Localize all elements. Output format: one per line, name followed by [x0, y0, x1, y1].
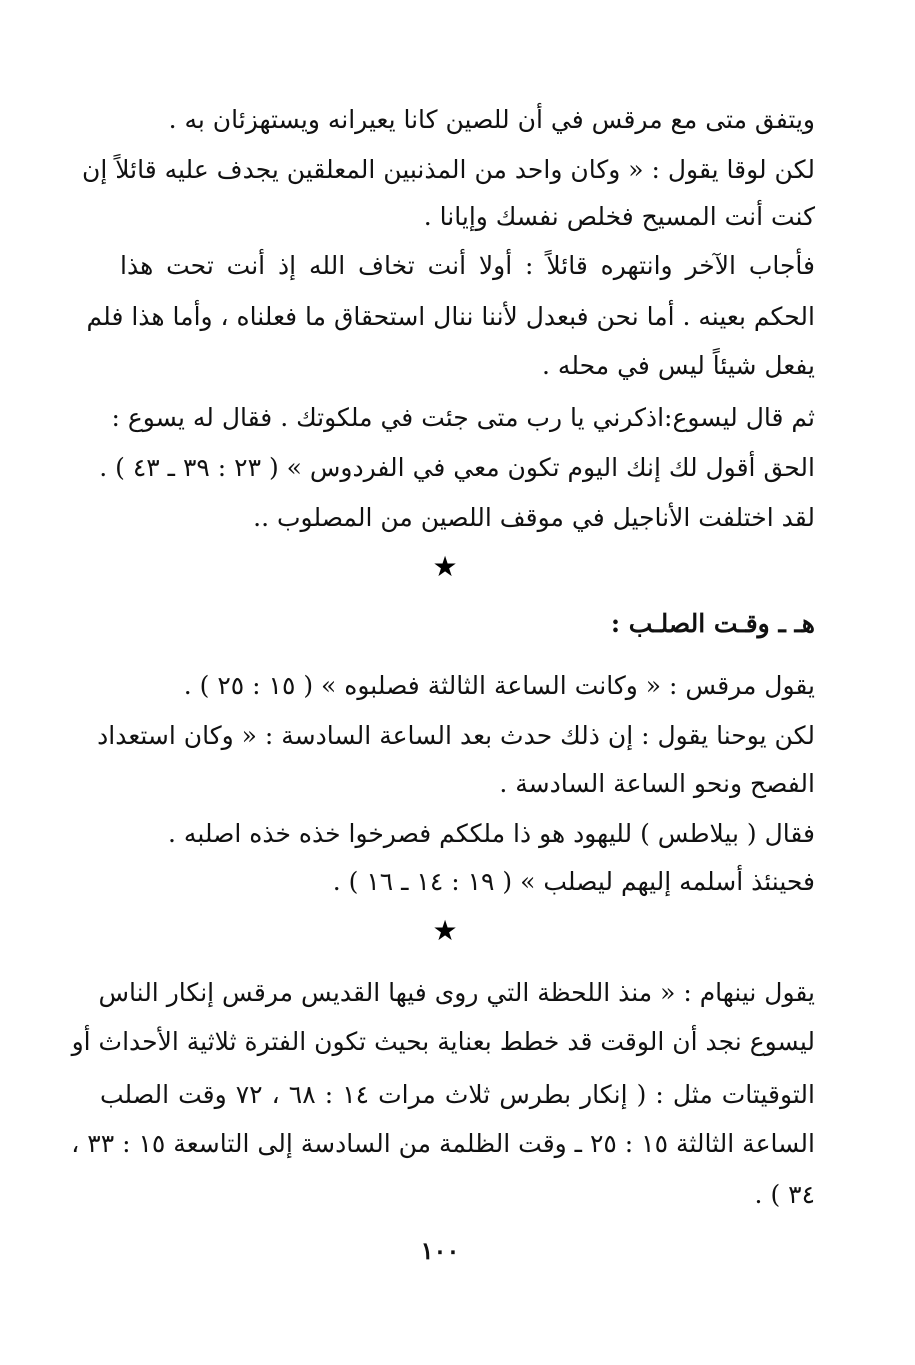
- star-separator-icon: ★: [432, 550, 458, 583]
- text-line: التوقيتات مثل : ( إنكار بطرس ثلاث مرات ١٤ : ٦٨ ، ٧٢ وقت الصلب: [100, 1080, 815, 1109]
- text-line: فحينئذ أسلمه إليهم ليصلب » ( ١٩ : ١٤ ـ ١٦ ) .: [332, 867, 815, 896]
- text-line: الساعة الثالثة ١٥ : ٢٥ ـ وقت الظلمة من السادسة إلى التاسعة ١٥ : ٣٣ ،: [71, 1129, 815, 1158]
- text-line: يقول نينهام : « منذ اللحظة التي روى فيها القديس مرقس إنكار الناس: [98, 978, 815, 1007]
- text-line: يفعل شيئاً ليس في محله .: [542, 351, 815, 380]
- text-line: ويتفق متى مع مرقس في أن للصين كانا يعيرانه ويستهزئان به .: [168, 105, 815, 134]
- text-line: لكن يوحنا يقول : إن ذلك حدث بعد الساعة السادسة : « وكان استعداد: [97, 721, 815, 750]
- text-line: الفصح ونحو الساعة السادسة .: [499, 769, 815, 798]
- page-number: ١٠٠: [420, 1236, 460, 1265]
- text-line: كنت أنت المسيح فخلص نفسك وإيانا .: [423, 202, 815, 231]
- text-line: فقال ( بيلاطس ) لليهود هو ذا ملككم فصرخوا خذه خذه اصلبه .: [168, 819, 815, 848]
- text-line: فأجاب الآخر وانتهره قائلاً : أولا أنت تخاف الله إذ أنت تحت هذا: [120, 251, 815, 280]
- text-line: يقول مرقس : « وكانت الساعة الثالثة فصلبوه » ( ١٥ : ٢٥ ) .: [183, 671, 815, 700]
- section-heading: هـ ـ وقـت الصلـب :: [610, 609, 815, 638]
- text-line: ثم قال ليسوع:اذكرني يا رب متى جئت في ملكوتك . فقال له يسوع :: [111, 403, 815, 432]
- text-line: ٣٤ ) .: [754, 1180, 815, 1209]
- text-line: لكن لوقا يقول : « وكان واحد من المذنبين المعلقين يجدف عليه قائلاً إن: [81, 155, 815, 184]
- text-line: الحكم بعينه . أما نحن فبعدل لأننا ننال استحقاق ما فعلناه ، وأما هذا فلم: [86, 302, 815, 331]
- text-line: لقد اختلفت الأناجيل في موقف اللصين من المصلوب ..: [253, 503, 815, 532]
- text-line: ليسوع نجد أن الوقت قد خطط بعناية بحيث تكون الفترة ثلاثية الأحداث أو: [71, 1027, 815, 1056]
- text-line: الحق أقول لك إنك اليوم تكون معي في الفردوس » ( ٢٣ : ٣٩ ـ ٤٣ ) .: [99, 453, 815, 482]
- star-separator-icon: ★: [432, 914, 458, 947]
